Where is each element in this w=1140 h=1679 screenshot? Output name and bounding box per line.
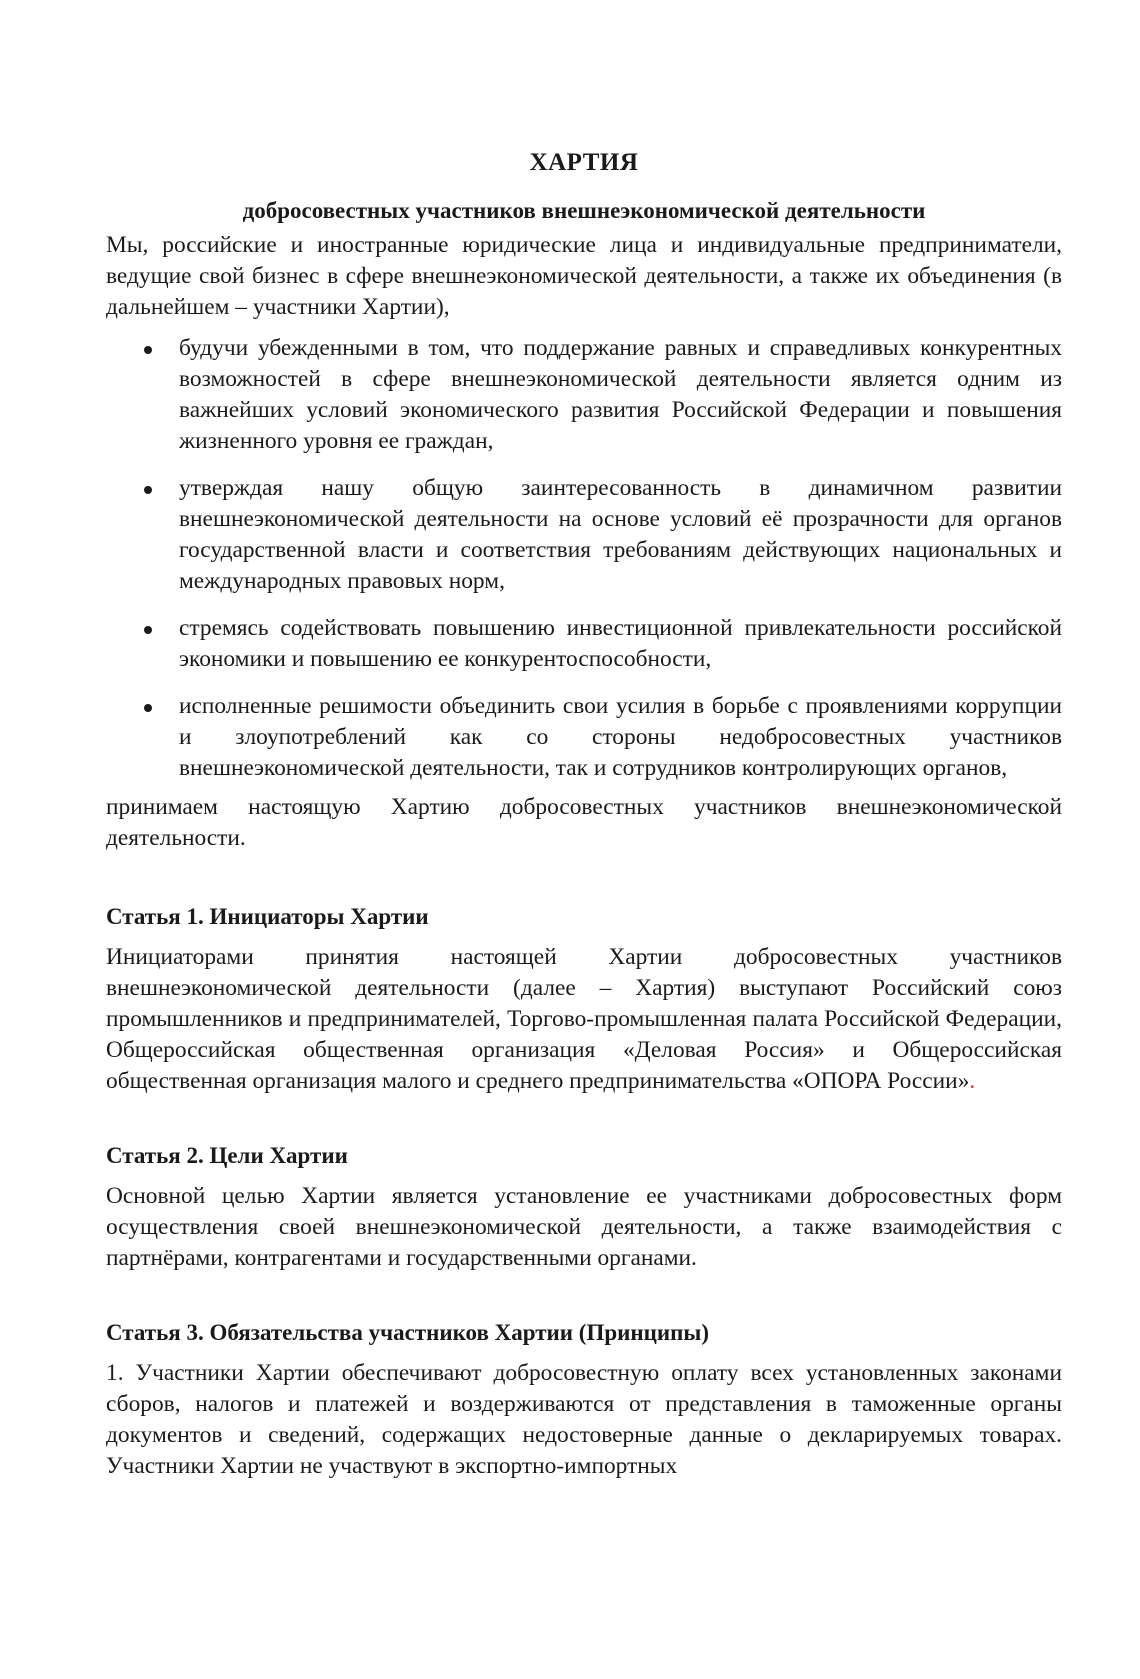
- bullet-item: [106, 613, 1062, 675]
- bullet-text: стремясь содействовать повышению инвестиционной привлекательности российской экономики и повышению ее конкурентоспособности,: [179, 615, 1062, 672]
- bullet-icon: [144, 486, 152, 494]
- bullet-icon: [144, 704, 152, 712]
- bullet-item: [106, 333, 1062, 457]
- bullet-item: [106, 473, 1062, 597]
- bullet-item: [106, 691, 1062, 784]
- article-2: [106, 1141, 1062, 1274]
- bullet-text: исполненные решимости объединить свои усилия в борьбе с проявлениями коррупции и злоупотреблений как со стороны недобросовестных участников внешнеэкономической деятельности, так и сотрудников контролирующих органов,: [179, 693, 1062, 781]
- article-1-trailing-mark: .: [969, 1068, 976, 1094]
- article-1-body: Инициаторами принятия настоящей Хартии добросовестных участников внешнеэкономической деятельности (далее – Хартия) выступают Российский союз промышленников и предпринимателей, Торгово-промышленная палата Российской Федерации, Общероссийская общественная организация «Деловая Россия» и Общероссийская общественная организация малого и среднего предпринимательства «ОПОРА России»: [106, 944, 1062, 1094]
- document-subtitle: добросовестных участников внешнеэкономической деятельности: [242, 198, 926, 223]
- bullet-icon: [144, 346, 152, 354]
- document-title: ХАРТИЯ: [529, 149, 639, 176]
- preamble-paragraph: Мы, российские и иностранные юридические лица и индивидуальные предприниматели, ведущие свой бизнес в сфере внешнеэкономической деятельности, а также их объединения (в дальнейшем – участники Хартии),: [106, 232, 1062, 320]
- article-3: [106, 1318, 1062, 1482]
- article-1-text: [106, 942, 1062, 1097]
- article-1-heading: Статья 1. Инициаторы Хартии: [106, 904, 429, 929]
- document-body: [106, 148, 1062, 1482]
- bullet-icon: [144, 626, 152, 634]
- article-2-text: Основной целью Хартии является установление ее участниками добросовестных форм осуществления своей внешнеэкономической деятельности, а также взаимодействия с партнёрами, контрагентами и государственными органами.: [106, 1183, 1062, 1271]
- article-3-heading: Статья 3. Обязательства участников Хартии (Принципы): [106, 1320, 709, 1345]
- bullet-text: будучи убежденными в том, что поддержание равных и справедливых конкурентных возможностей в сфере внешнеэкономической деятельности является одним из важнейших условий экономического развития Российской Федерации и повышения жизненного уровня ее граждан,: [179, 335, 1062, 454]
- article-2-heading: Статья 2. Цели Хартии: [106, 1143, 348, 1168]
- bullet-text: утверждая нашу общую заинтересованность в динамичном развитии внешнеэкономической деятельности на основе условий её прозрачности для органов государственной власти и соответствия требованиям действующих национальных и международных правовых норм,: [179, 475, 1062, 594]
- adoption-paragraph: принимаем настоящую Хартию добросовестных участников внешнеэкономической деятельности.: [106, 794, 1062, 851]
- article-3-text: 1. Участники Хартии обеспечивают добросовестную оплату всех установленных законами сборов, налогов и платежей и воздерживаются от представления в таможенные органы документов и сведений, содержащих недостоверные данные о декларируемых товарах. Участники Хартии не участвуют в экспортно-импортных: [106, 1360, 1062, 1479]
- preamble-bullet-list: [106, 333, 1062, 784]
- article-1: [106, 902, 1062, 1097]
